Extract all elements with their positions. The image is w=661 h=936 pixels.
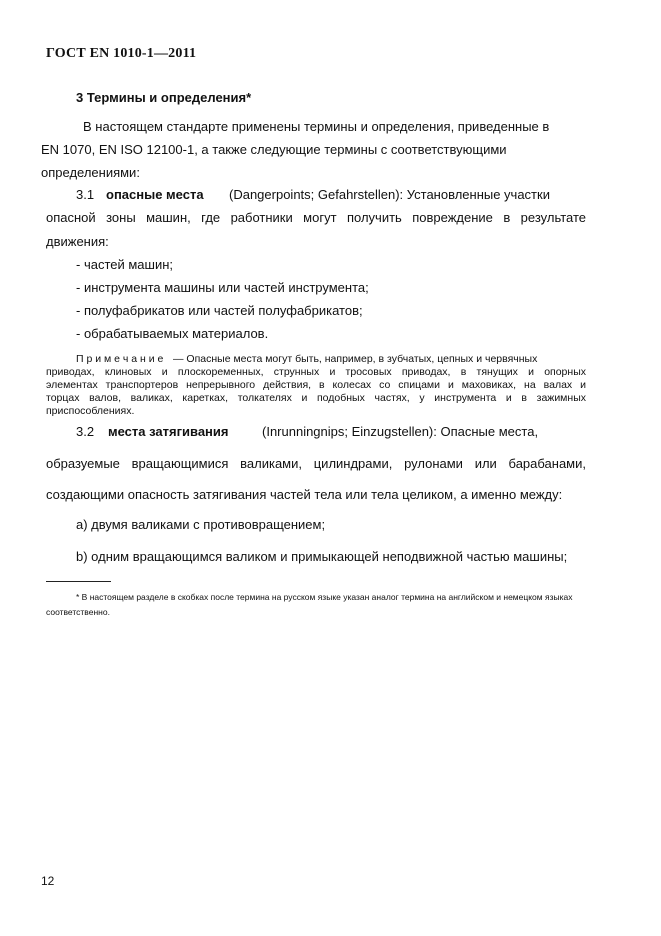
term-3-1-number: 3.1	[76, 187, 95, 202]
term-3-2-number: 3.2	[76, 424, 95, 439]
section-heading: 3 Термины и определения*	[76, 90, 252, 105]
list-item: - частей машин;	[76, 257, 174, 272]
term-3-2-line2: образуемые вращающимися валиками, цилиндрами, рулонами или барабанами,	[46, 456, 586, 471]
note-line-1: — Опасные места могут быть, например, в зубчатых, цепных и червячных	[173, 353, 538, 365]
footnote-separator	[46, 581, 111, 582]
list-item: - инструмента машины или частей инструмента;	[76, 280, 369, 295]
note-line-5: приспособлениях.	[46, 405, 135, 417]
intro-line-2: EN 1070, EN ISO 12100-1, а также следующие термины с соответствующими	[41, 142, 507, 157]
list-item: а) двумя валиками с противовращением;	[76, 517, 326, 532]
term-3-1-title: опасные места	[106, 187, 204, 202]
note-line-2: приводах, клиновых и плоскоременных, струнных и тросовых приводах, в тянущих и опорных	[46, 366, 586, 378]
list-item: b) одним вращающимся валиком и примыкающей неподвижной частью машины;	[76, 549, 568, 564]
term-3-1-line1: (Dangerpoints; Gefahrstellen): Установленные участки	[229, 187, 550, 202]
note-line-3: элементах транспортеров непрерывного действия, в колесах со спицами и маховиках, на валах и	[46, 379, 586, 391]
footnote-line-1: * В настоящем разделе в скобках после термина на русском языке указан аналог термина на английском и немецком языках	[76, 592, 573, 602]
note-line-4: торцах валов, валиках, каретках, толкателях и подобных частях, у инструмента и в зажимных	[46, 392, 586, 404]
list-item: - полуфабрикатов или частей полуфабрикатов;	[76, 303, 363, 318]
term-3-1-line2: опасной зоны машин, где работники могут получить повреждение в результате	[46, 210, 586, 225]
term-3-2-line3: создающими опасность затягивания частей тела или тела целиком, а именно между:	[46, 487, 563, 502]
note-label: П р и м е ч а н и е	[76, 353, 164, 365]
standard-code: ГОСТ EN 1010-1—2011	[46, 46, 197, 61]
footnote-line-2: соответственно.	[46, 607, 110, 617]
term-3-1-line3: движения:	[46, 234, 109, 249]
term-3-2-title: места затягивания	[108, 424, 229, 439]
list-item: - обрабатываемых материалов.	[76, 326, 269, 341]
intro-line-3: определениями:	[41, 165, 140, 180]
intro-line-1: В настоящем стандарте применены термины и определения, приведенные в	[83, 119, 550, 134]
term-3-2-line1: (Inrunningnips; Einzugstellen): Опасные места,	[262, 424, 539, 439]
page-number: 12	[41, 874, 55, 888]
